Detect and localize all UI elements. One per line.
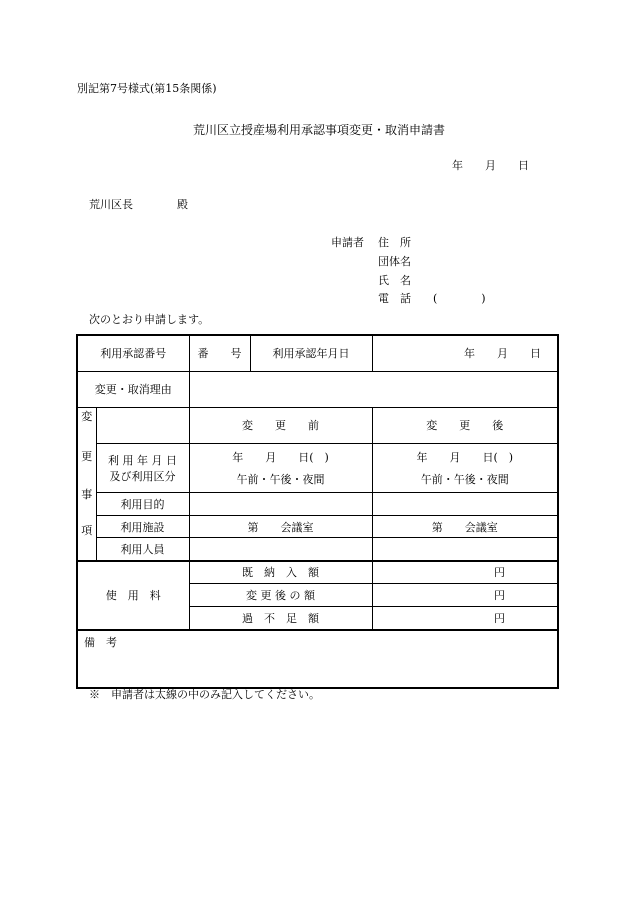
table-row xyxy=(77,515,558,538)
table-row xyxy=(77,561,558,584)
applicant-phone-label: 電 話 ( ) xyxy=(378,292,486,305)
fee-paid-value[interactable]: 円 xyxy=(372,561,558,584)
time-slots-after: 午前・午後・夜間 xyxy=(420,473,509,487)
fee-after-change-value[interactable]: 円 xyxy=(372,584,558,607)
applicant-address-label: 住 所 xyxy=(378,236,411,249)
date-line: 年 月 日 xyxy=(452,159,529,172)
date-paren-before: 年 月 日( ) xyxy=(232,451,329,465)
facility-label: 利用施設 xyxy=(96,515,189,538)
usage-date-label-line2: 及び利用区分 xyxy=(109,470,176,484)
table-row xyxy=(77,371,558,407)
change-items-side-label xyxy=(77,407,96,561)
fee-difference-label: 過 不 足 額 xyxy=(189,607,372,630)
people-label: 利用人員 xyxy=(96,538,189,561)
facility-after[interactable]: 第 会議室 xyxy=(372,515,558,538)
table-row xyxy=(77,538,558,561)
applicant-name-label: 氏 名 xyxy=(378,274,411,287)
applicant-organization-label: 団体名 xyxy=(378,255,411,268)
purpose-after-field[interactable] xyxy=(372,493,558,516)
number-label: 番 号 xyxy=(189,335,250,371)
usage-date-before[interactable] xyxy=(189,443,372,492)
application-table xyxy=(76,334,559,689)
footnote: ※ 申請者は太線の中のみ記入してください。 xyxy=(89,688,320,701)
side-char: 更 xyxy=(81,449,93,463)
table-row xyxy=(77,407,558,443)
addressee: 荒川区長 殿 xyxy=(89,198,188,211)
intro-text: 次のとおり申請します。 xyxy=(89,313,210,326)
table-row xyxy=(77,630,558,688)
time-slots-before: 午前・午後・夜間 xyxy=(236,473,325,487)
empty-cell xyxy=(96,407,189,443)
usage-date-label-line1: 利 用 年 月 日 xyxy=(108,454,177,468)
approval-number-label: 利用承認番号 xyxy=(77,335,189,371)
purpose-before-field[interactable] xyxy=(189,493,372,516)
fee-difference-value[interactable]: 円 xyxy=(372,607,558,630)
fee-after-change-label: 変 更 後 の 額 xyxy=(189,584,372,607)
usage-date-label xyxy=(96,443,189,492)
table-row xyxy=(77,443,558,492)
fee-paid-label: 既 納 入 額 xyxy=(189,561,372,584)
applicant-label: 申請者 xyxy=(331,236,364,249)
reason-field[interactable] xyxy=(189,371,558,407)
side-char: 事 xyxy=(81,487,93,501)
fee-label: 使 用 料 xyxy=(77,561,189,630)
people-before-field[interactable] xyxy=(189,538,372,561)
table-row xyxy=(77,335,558,371)
side-char: 項 xyxy=(81,523,93,537)
remarks-cell[interactable] xyxy=(77,630,558,688)
remarks-label: 備 考 xyxy=(84,635,117,649)
document-title: 荒川区立授産場利用承認事項変更・取消申請書 xyxy=(193,123,446,137)
approval-date-label: 利用承認年月日 xyxy=(250,335,372,371)
approval-date-value[interactable]: 年 月 日 xyxy=(372,335,558,371)
usage-date-after[interactable] xyxy=(372,443,558,492)
date-paren-after: 年 月 日( ) xyxy=(416,451,514,465)
before-change-header: 変 更 前 xyxy=(189,407,372,443)
facility-before[interactable]: 第 会議室 xyxy=(189,515,372,538)
table-row xyxy=(77,493,558,516)
purpose-label: 利用目的 xyxy=(96,493,189,516)
after-change-header: 変 更 後 xyxy=(372,407,558,443)
form-number: 別記第7号様式(第15条関係) xyxy=(77,82,217,95)
reason-label: 変更・取消理由 xyxy=(77,371,189,407)
side-char: 変 xyxy=(81,409,93,423)
people-after-field[interactable] xyxy=(372,538,558,561)
